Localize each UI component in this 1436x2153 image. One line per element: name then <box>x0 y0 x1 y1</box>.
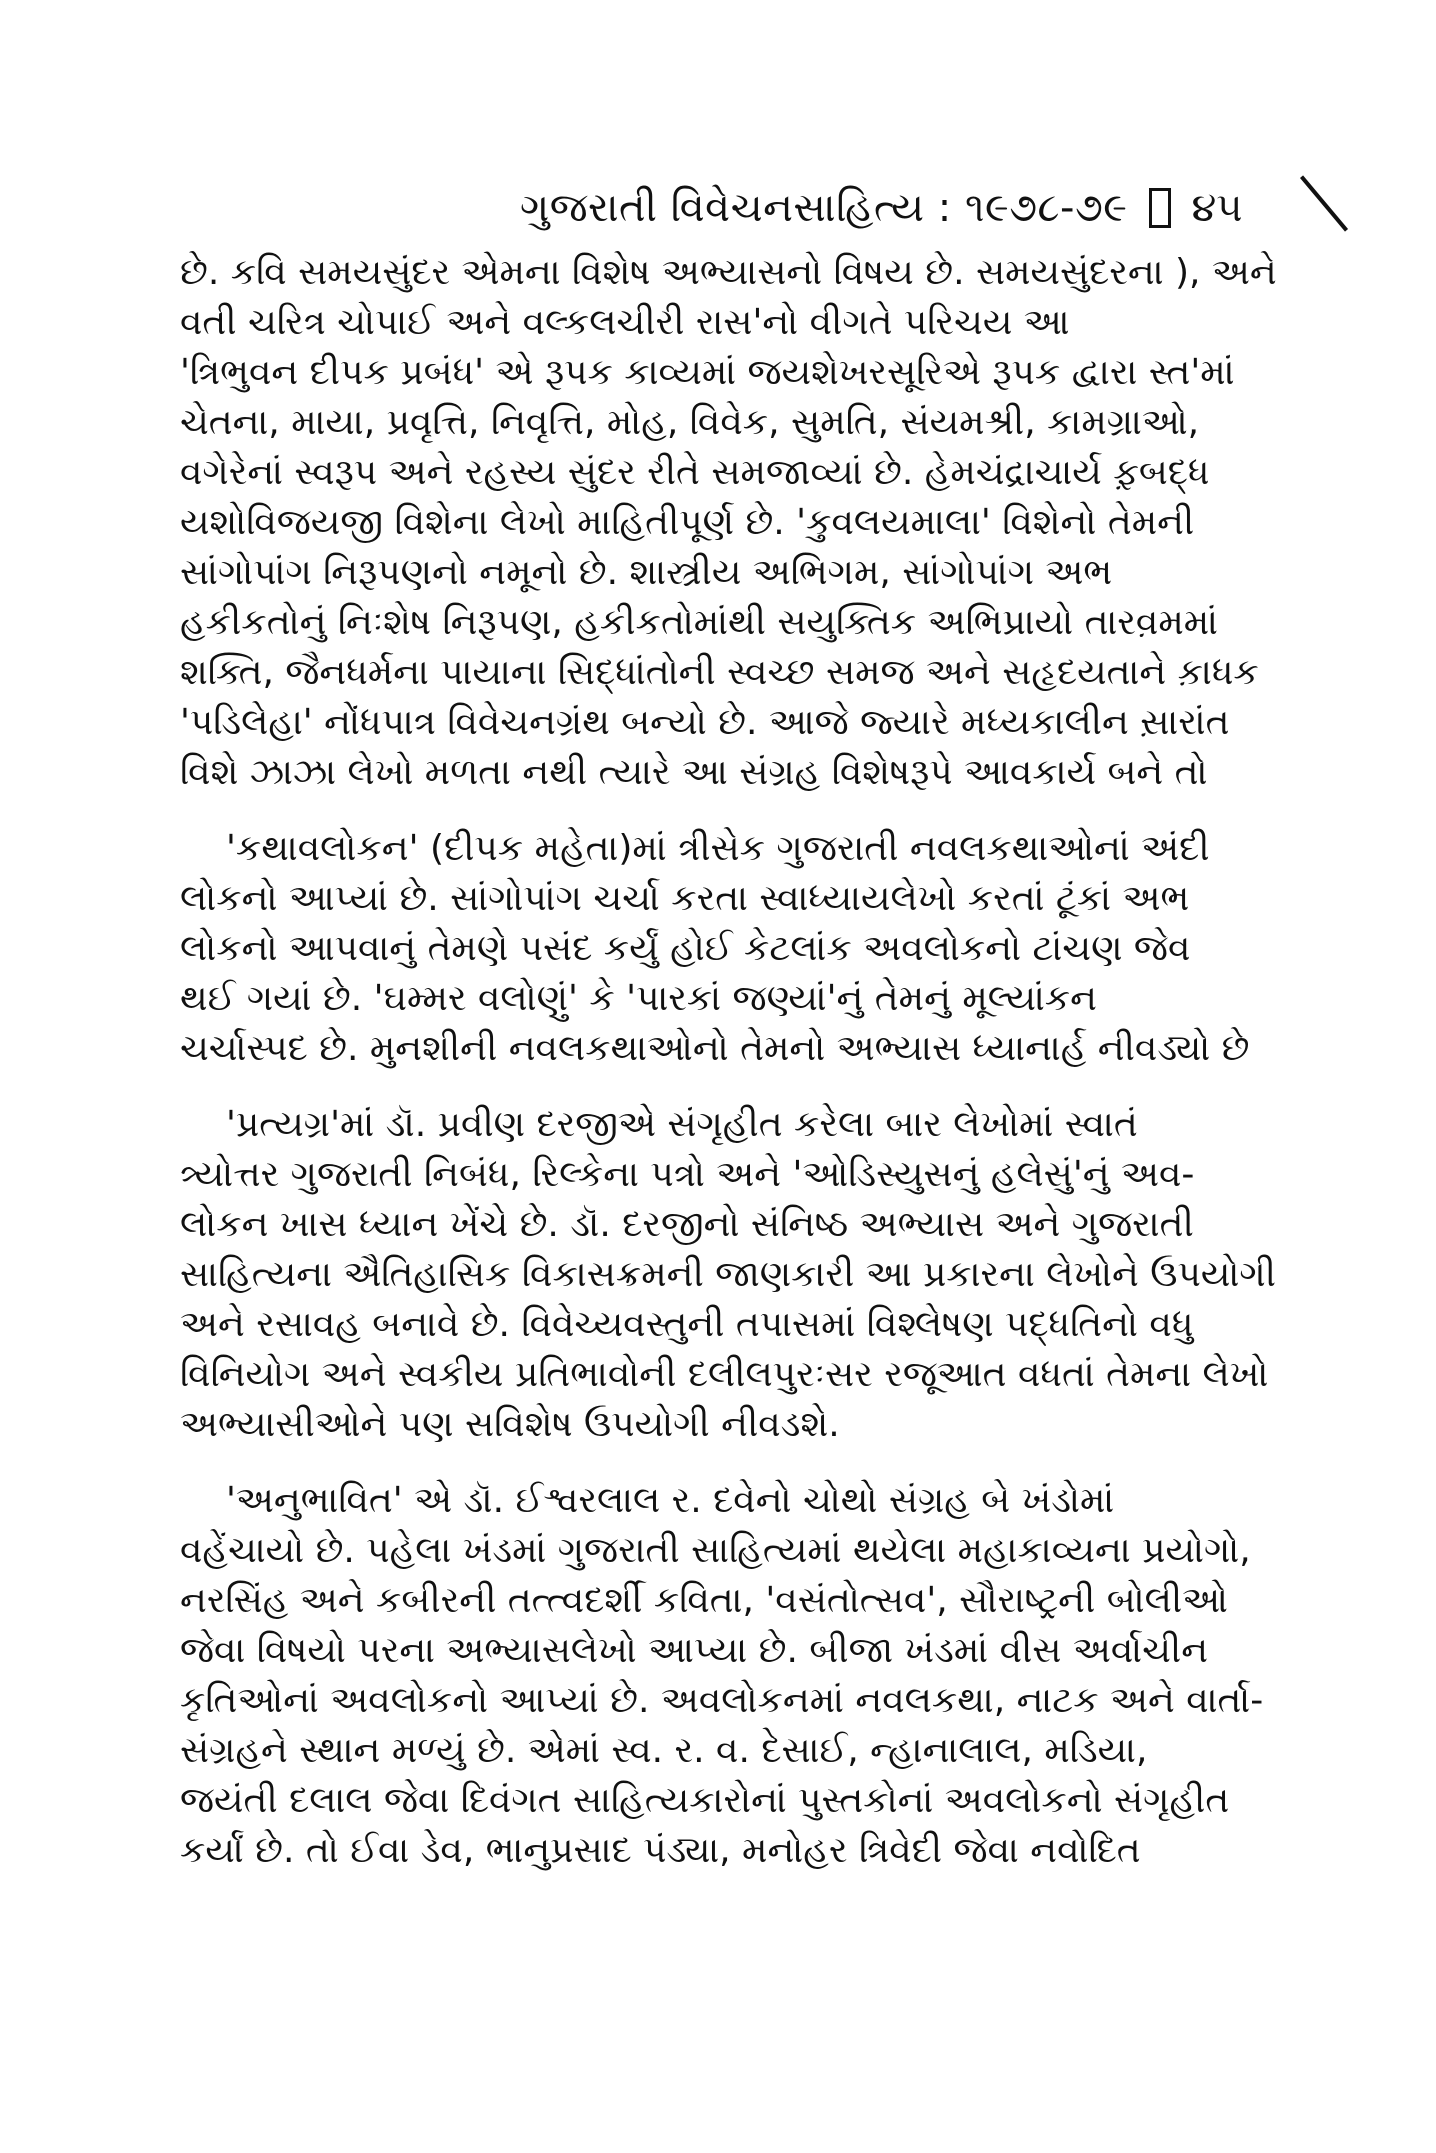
running-head-title: ગુજરાતી વિવેચનસાહિત્ય : ૧૯૭૮-૭૯ <box>520 185 1128 231</box>
text-line: નરસિંહ અને કબીરની તત્ત્વદર્શી કવિતા, 'વસંતોત્સવ', સૌરાષ્ટ્રની બોલીઓ <box>180 1580 1228 1621</box>
bracket-box-icon <box>1149 188 1171 228</box>
text-line: 'પ્રત્યગ્ર'માં ડૉ. પ્રવીણ દરજીએ સંગૃહીત કરેલા બાર લેખોમાં સ્વાતં <box>226 1104 1138 1145</box>
text-line: સાહિત્યના ઐતિહાસિક વિકાસક્રમની જાણકારી આ પ્રકારના લેખોને ઉપયોગી <box>180 1254 1276 1295</box>
text-line: લોકનો આપવાનું તેમણે પસંદ કર્યું હોઈ કેટલાંક અવલોકનો ટાંચણ જેવ <box>180 928 1191 969</box>
text-line: શક્તિ, જૈનધર્મના પાયાના સિદ્ધાંતોની સ્વચ્છ સમજ અને સહૃદયતાને કા઼ધક <box>180 652 1259 693</box>
text-line: વગેરેનાં સ્વરૂપ અને રહસ્ય સુંદર રીતે સમજાવ્યાં છે. હેમચંદ્રાચાર્ય ફ઼બદ્ધ <box>180 452 1210 493</box>
text-line: 'ત્રિભુવન દીપક પ્રબંધ' એ રૂપક કાવ્યમાં જયશેખરસૂરિએ રૂપક દ્વારા સ્ત'માં <box>180 352 1235 393</box>
text-line: વિનિયોગ અને સ્વકીય પ્રતિભાવોની દલીલપુરઃસર રજૂઆત વધતાં તેમના લેખો <box>180 1354 1269 1395</box>
paragraph-3 <box>180 1100 1290 1450</box>
text-line: ચર્ચાસ્પદ છે. મુનશીની નવલકથાઓનો તેમનો અભ્યાસ ધ્યાનાર્હ નીવડ્યો છે <box>180 1028 1250 1069</box>
text-line: ત્ર્યોત્તર ગુજરાતી નિબંધ, રિલ્કેના પત્રો અને 'ઓડિસ્યુસનું હલેસું'નું અવ- <box>180 1154 1195 1195</box>
text-line: જયંતી દલાલ જેવા દિવંગત સાહિત્યકારોનાં પુસ્તકોનાં અવલોકનો સંગૃહીત <box>180 1780 1230 1821</box>
paragraph-2 <box>180 824 1290 1074</box>
text-line: વહેંચાયો છે. પહેલા ખંડમાં ગુજરાતી સાહિત્યમાં થયેલા મહાકાવ્યના પ્રયોગો, <box>180 1530 1251 1571</box>
text-line: 'અનુભાવિત' એ ડૉ. ઈશ્વરલાલ ર. દવેનો ચોથો સંગ્રહ બે ખંડોમાં <box>226 1480 1115 1521</box>
paragraph-4 <box>180 1476 1290 1876</box>
text-line: લોકન ખાસ ધ્યાન ખેંચે છે. ડૉ. દરજીનો સંનિષ્ઠ અભ્યાસ અને ગુજરાતી <box>180 1204 1194 1245</box>
text-line: થઈ ગયાં છે. 'ઘમ્મર વલોણું' કે 'પારકાં જણ્યાં'નું તેમનું મૂલ્યાંકન <box>180 978 1098 1019</box>
text-line: સાંગોપાંગ નિરૂપણનો નમૂનો છે. શાસ્ત્રીય અભિગમ, સાંગોપાંગ અભ <box>180 552 1113 593</box>
text-line: લોકનો આપ્યાં છે. સાંગોપાંગ ચર્ચા કરતા સ્વાધ્યાયલેખો કરતાં ટૂંકાં અભ <box>180 878 1190 919</box>
text-line: 'કથાવલોકન' (દીપક મહેતા)માં ત્રીસેક ગુજરાતી નવલકથાઓનાં અંદી <box>226 828 1210 869</box>
text-line: વિશે ઝાઝા લેખો મળતા નથી ત્યારે આ સંગ્રહ વિશેષરૂપે આવકાર્ય બને તો <box>180 752 1208 793</box>
text-line: છે. કવિ સમયસુંદર એમના વિશેષ અભ્યાસનો વિષય છે. સમયસુંદરના ), અને <box>180 252 1277 293</box>
text-line: અને રસાવહ બનાવે છે. વિવેચ્યવસ્તુની તપાસમાં વિશ્લેષણ પદ્ધતિનો વધુ <box>180 1304 1194 1345</box>
text-line: હકીકતોનું નિઃશેષ નિરૂપણ, હકીકતોમાંથી સયુક્તિક અભિપ્રાયો તારવ઼મમાં <box>180 602 1218 643</box>
text-line: જેવા વિષયો પરના અભ્યાસલેખો આપ્યા છે. બીજા ખંડમાં વીસ અર્વાચીન <box>180 1630 1209 1671</box>
text-line: સંગ્રહને સ્થાન મળ્યું છે. એમાં સ્વ. ર. વ. દેસાઈ, ન્હાનાલાલ, મડિયા, <box>180 1730 1148 1771</box>
text-line: કર્યાં છે. તો ઈવા ડેવ, ભાનુપ્રસાદ પંડ્યા, મનોહર ત્રિવેદી જેવા નવોદિત <box>180 1830 1141 1871</box>
paragraph-1 <box>180 248 1290 798</box>
text-line: કૃતિઓનાં અવલોકનો આપ્યાં છે. અવલોકનમાં નવલકથા, નાટક અને વાર્તા- <box>180 1680 1264 1721</box>
text-line: ચેતના, માયા, પ્રવૃત્તિ, નિવૃત્તિ, મોહ, વિવેક, સુમતિ, સંયમશ્રી, કામગ્રાઓ, <box>180 402 1200 443</box>
text-line: 'પડિલેહા' નોંધપાત્ર વિવેચનગ્રંથ બન્યો છે. આજે જ્યારે મધ્યકાલીન સા઼રાંત <box>180 702 1230 743</box>
page-number: ૪૫ <box>1191 185 1243 231</box>
text-line: યશોવિજયજી વિશેના લેખો માહિતીપૂર્ણ છે. 'કુવલયમાલા' વિશેનો તેમની <box>180 502 1195 543</box>
text-line: વતી ચરિત્ર ચોપાઈ અને વલ્કલચીરી રાસ'નો વીગતે પરિચય આ <box>180 302 1070 343</box>
running-head <box>520 178 1380 238</box>
body-text <box>180 248 1290 1876</box>
text-line: અભ્યાસીઓને પણ સવિશેષ ઉપયોગી નીવડશે. <box>180 1404 840 1445</box>
